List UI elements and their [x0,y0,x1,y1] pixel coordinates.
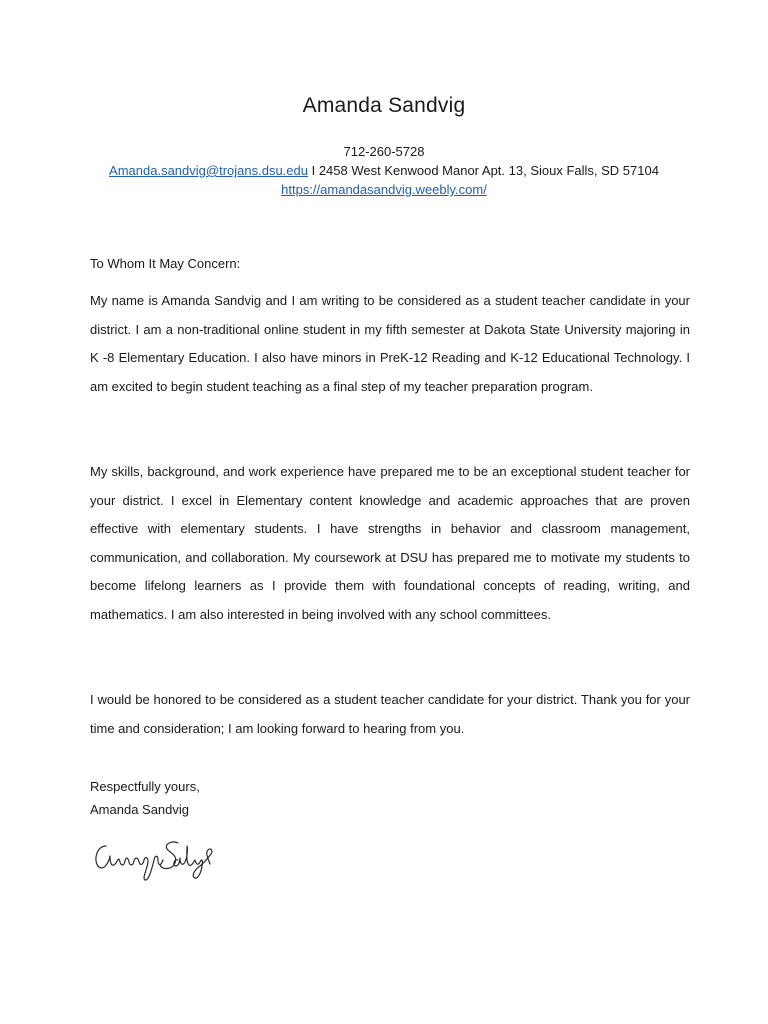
email-address-line [0,161,768,180]
applicant-name: Amanda Sandvig [302,94,466,117]
website-line [0,180,768,199]
mailing-address: I 2458 West Kenwood Manor Apt. 13, Sioux Falls, SD 57104 [307,163,659,178]
closing-block [90,775,690,821]
salutation: To Whom It May Concern: [90,256,241,271]
website-link[interactable]: https://amandasandvig.weebly.com/ [281,182,487,197]
body-paragraph-1: My name is Amanda Sandvig and I am writing to be considered as a student teacher candidate in your district. I am a non-traditional online student in my fifth semester at Dakota State University majoring in K -8 Elementary Education. I also have minors in PreK-12 Reading and K-12 Educational Technology. I am excited to begin student teaching as a final step of my teacher preparation program. [90,293,690,394]
handwritten-signature [92,838,217,882]
body-paragraph-3: I would be honored to be considered as a student teacher candidate for your district. Thank you for your time and consideration; I am looking forward to hearing from you. [90,692,690,736]
closing-phrase: Respectfully yours, [90,779,200,794]
body-paragraph-2: My skills, background, and work experience have prepared me to be an exceptional student teacher for your district. I excel in Elementary content knowledge and academic approaches that are proven effective with elementary students. I have strengths in behavior and classroom management, communication, and collaboration. My coursework at DSU has prepared me to motivate my students to become lifelong learners as I provide them with foundational concepts of reading, writing, and mathematics. I am also interested in being involved with any school committees. [90,464,690,622]
phone-number: 712-260-5728 [343,144,425,159]
signer-name: Amanda Sandvig [90,802,190,817]
email-link[interactable]: Amanda.sandvig@trojans.dsu.edu [109,163,308,178]
